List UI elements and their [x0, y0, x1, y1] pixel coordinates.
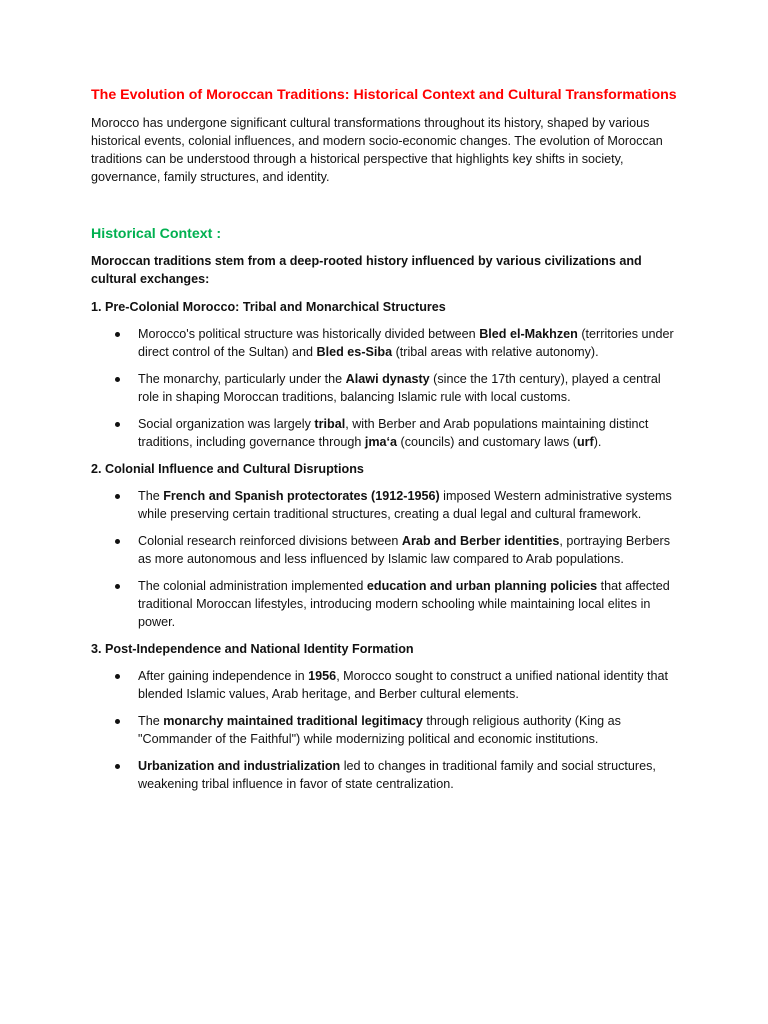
text: The [138, 489, 164, 503]
text: imposed Western administrative systems while preserving certain traditional structures, creating a dual legal and cultural framework. [138, 489, 672, 521]
bullet-icon [115, 764, 120, 769]
bold-term: 1956 [308, 669, 337, 683]
text: Morocco's political structure was historically divided between [138, 327, 480, 341]
section-heading-post-independence: 3. Post-Independence and National Identity Formation [91, 642, 414, 656]
list-item [91, 325, 678, 361]
section-heading-colonial: 2. Colonial Influence and Cultural Disruptions [91, 462, 364, 476]
bold-term: monarchy maintained traditional legitimacy [163, 714, 423, 728]
bullet-icon [115, 674, 120, 679]
bullet-icon [115, 377, 120, 382]
text: (territories under direct control of the Sultan) and [138, 327, 674, 359]
text: (since the 17th century), played a central role in shaping Moroccan traditions, balancing Islamic rule with local customs. [138, 372, 661, 404]
bold-term: Bled es-Siba [316, 345, 393, 359]
section-heading-pre-colonial: 1. Pre-Colonial Morocco: Tribal and Monarchical Structures [91, 300, 446, 314]
text: (councils) and customary laws ( [397, 435, 577, 449]
text: (tribal areas with relative autonomy). [392, 345, 599, 359]
list-item [91, 532, 678, 568]
bullet-list-post-independence [91, 667, 678, 793]
bullet-icon [115, 494, 120, 499]
text: , with Berber and Arab populations maintaining distinct traditions, including governance through [138, 417, 649, 449]
bullet-list-colonial [91, 487, 678, 631]
bold-term: Bled el-Makhzen [479, 327, 578, 341]
bold-term: urf [576, 435, 594, 449]
document-title: The Evolution of Moroccan Traditions: Historical Context and Cultural Transformations [91, 87, 677, 103]
list-item [91, 370, 678, 406]
bullet-list-pre-colonial [91, 325, 678, 451]
text: After gaining independence in [138, 669, 309, 683]
list-item [91, 757, 678, 793]
bold-term: French and Spanish protectorates (1912-1956) [163, 489, 440, 503]
text: Colonial research reinforced divisions between [138, 534, 402, 548]
intro-paragraph: Morocco has undergone significant cultural transformations throughout its history, shaped by various historical events, colonial influences, and modern socio-economic changes. The evolution of Moroccan traditions can be understood through a historical perspective that highlights key shifts in society, governance, family structures, and identity. [91, 116, 663, 184]
bold-term: jma‘a [364, 435, 398, 449]
bold-term: education and urban planning policies [366, 579, 598, 593]
bullet-icon [115, 422, 120, 427]
text: Social organization was largely [138, 417, 315, 431]
historical-context-heading: Historical Context : [91, 226, 222, 242]
text: led to changes in traditional family and social structures, weakening tribal influence in favor of state centralization. [138, 759, 656, 791]
text: The colonial administration implemented [138, 579, 367, 593]
bold-term: Urbanization and industrialization [138, 759, 341, 773]
bullet-icon [115, 719, 120, 724]
list-item [91, 415, 678, 451]
list-item [91, 487, 678, 523]
text: , portraying Berbers as more autonomous and less influenced by Islamic law compared to Arab populations. [138, 534, 670, 566]
text: ). [593, 435, 602, 449]
list-item [91, 577, 678, 631]
bold-term: Alawi dynasty [345, 372, 430, 386]
text: that affected traditional Moroccan lifestyles, introducing modern schooling while maintaining local elites in power. [138, 579, 670, 629]
bold-term: tribal [314, 417, 346, 431]
bullet-icon [115, 539, 120, 544]
text: through religious authority (King as "Commander of the Faithful") while modernizing political and economic institutions. [138, 714, 621, 746]
list-item [91, 667, 678, 703]
list-item [91, 712, 678, 748]
text: The [138, 714, 164, 728]
bullet-icon [115, 584, 120, 589]
text: , Morocco sought to construct a unified national identity that blended Islamic values, Arab heritage, and Berber cultural elements. [138, 669, 669, 701]
bold-term: Arab and Berber identities [401, 534, 560, 548]
text: The monarchy, particularly under the [138, 372, 346, 386]
historical-context-lead: Moroccan traditions stem from a deep-rooted history influenced by various civilizations and cultural exchanges: [91, 254, 642, 286]
bullet-icon [115, 332, 120, 337]
